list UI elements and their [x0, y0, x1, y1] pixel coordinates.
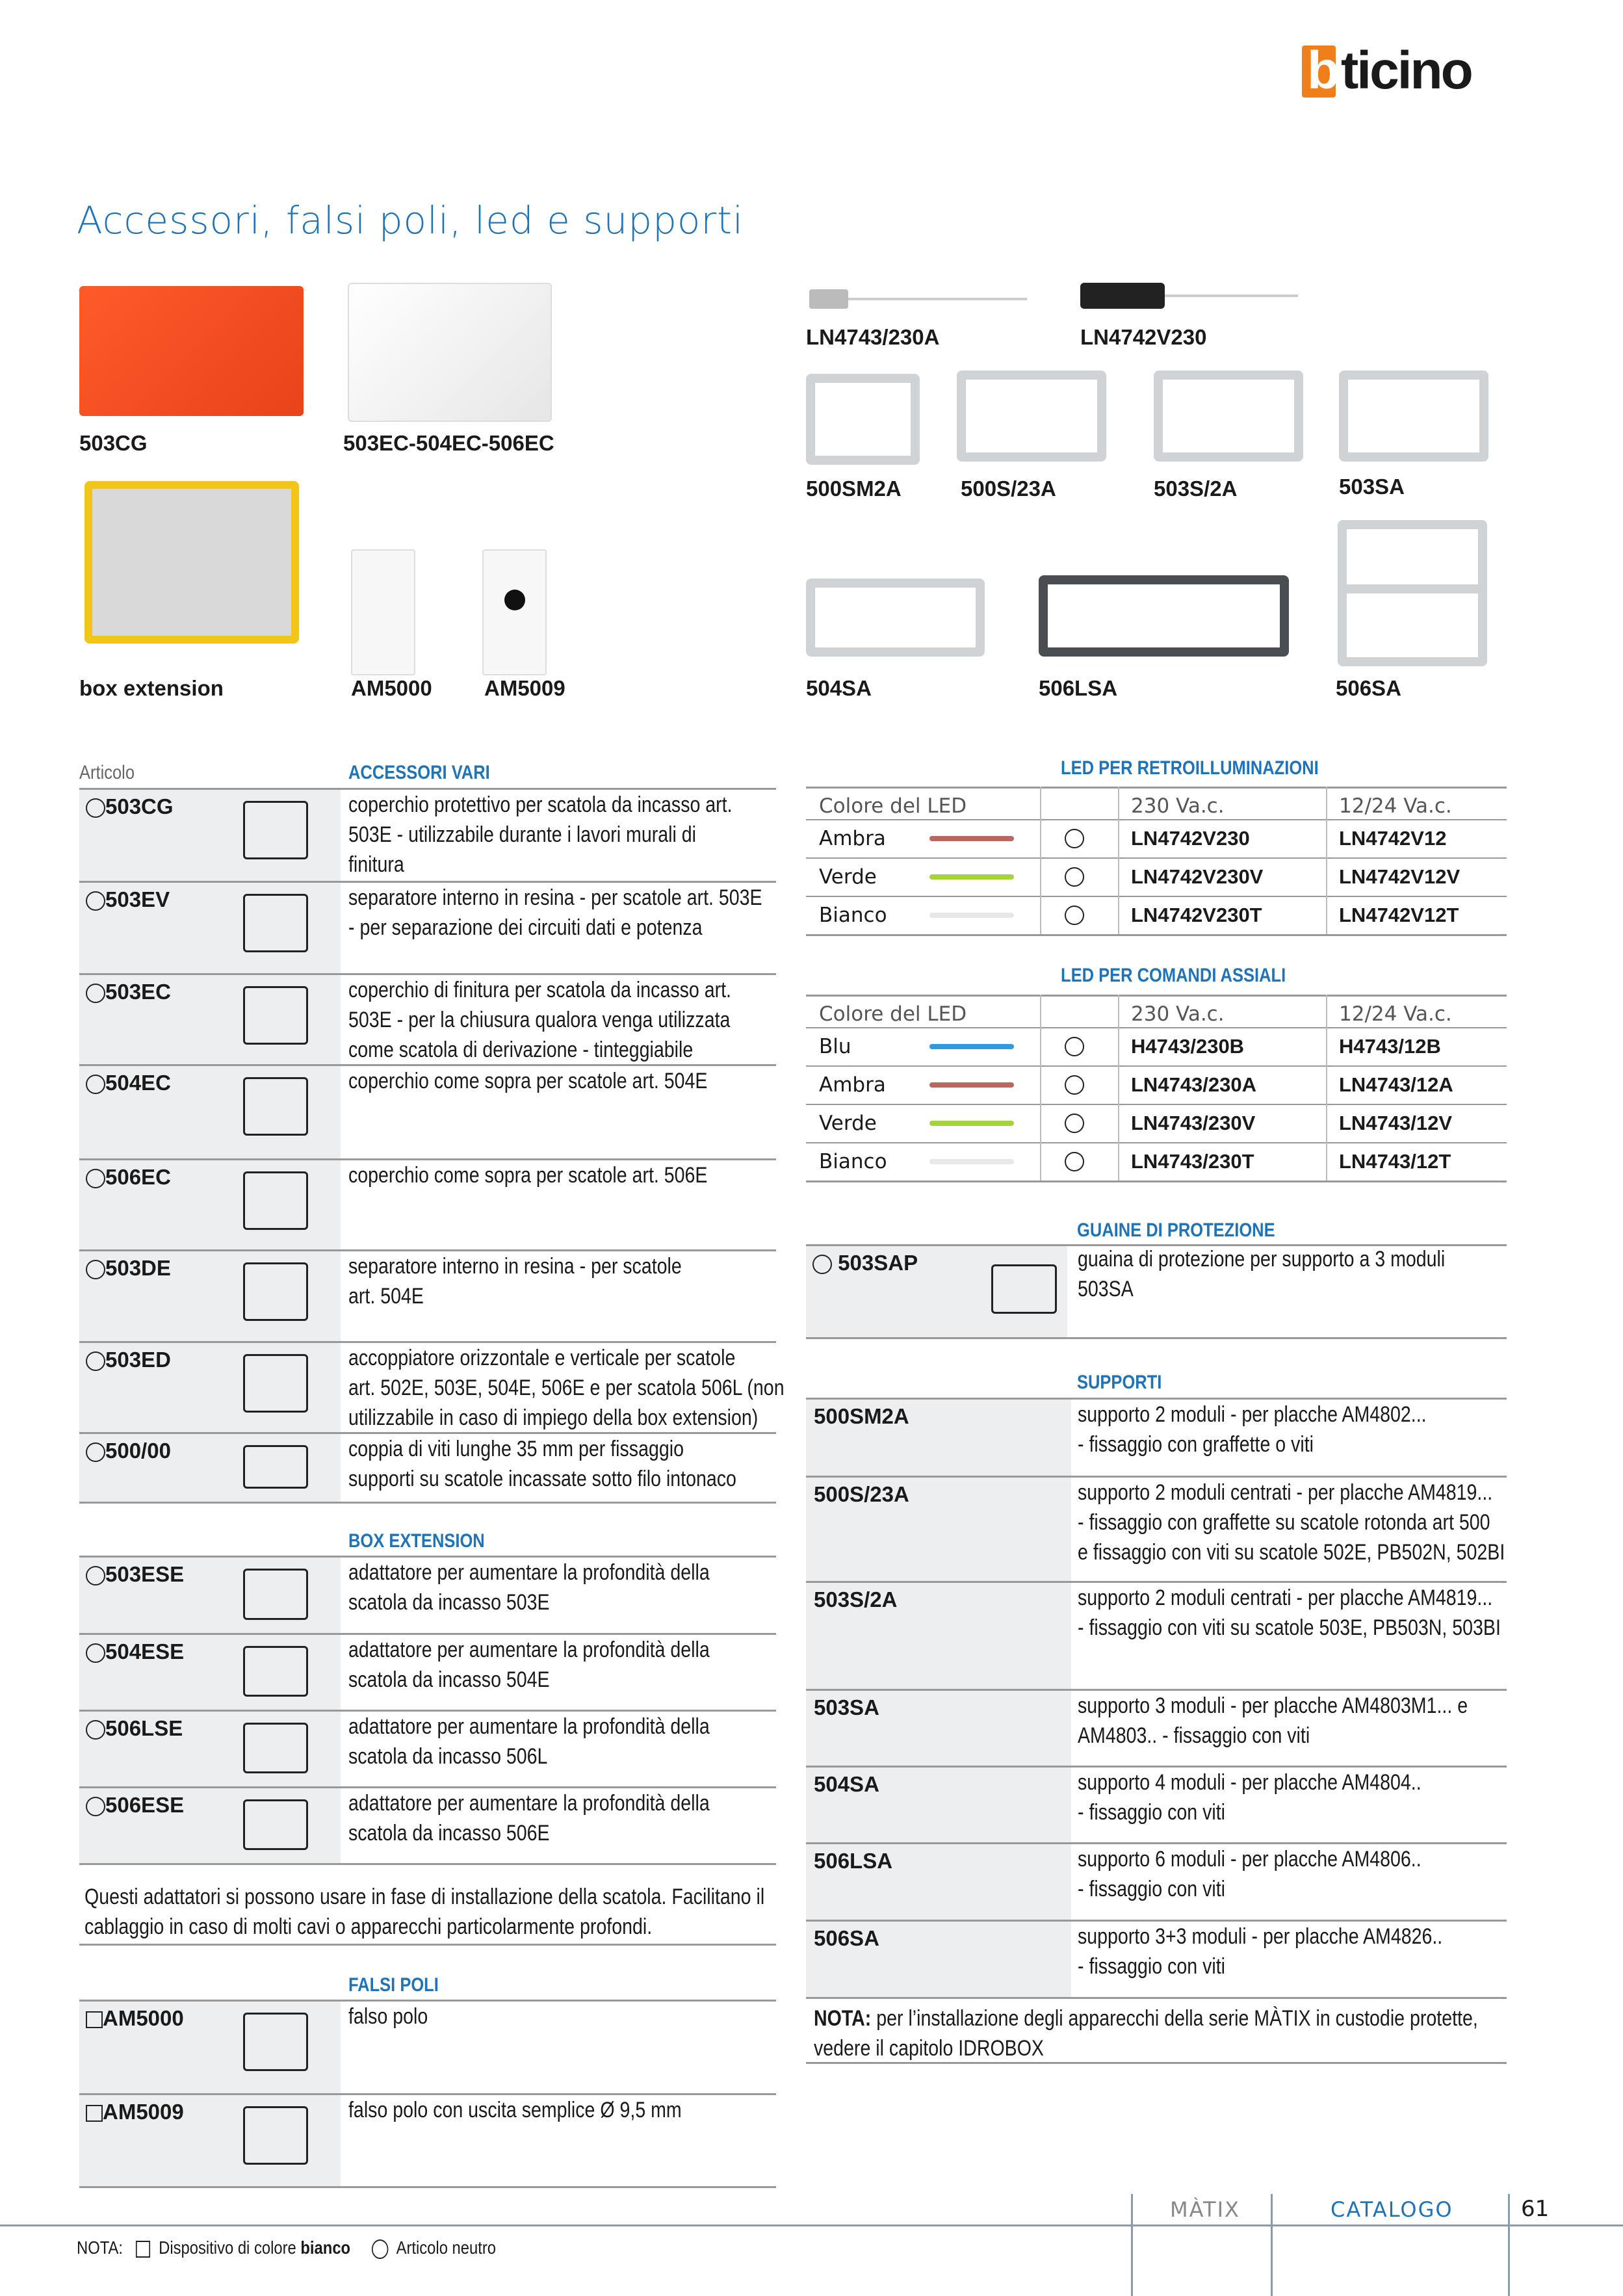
- neutral-symbol-icon: [86, 1643, 105, 1663]
- neutral-symbol-icon: [86, 1442, 105, 1462]
- caption-503sa: 503SA: [1339, 475, 1405, 499]
- product-image-box-extension: [84, 481, 299, 644]
- article-drawing: [243, 1799, 308, 1850]
- article-drawing: [243, 1569, 308, 1620]
- led-code-1224: LN4742V12V: [1339, 865, 1461, 888]
- article-code: 506ESE: [86, 1793, 184, 1818]
- article-drawing: [243, 1723, 308, 1773]
- neutral-symbol-icon: [86, 1351, 105, 1371]
- led-code-1224: LN4742V12T: [1339, 904, 1459, 926]
- guaine-drawing: [991, 1264, 1057, 1314]
- article-code: 503CG: [86, 794, 174, 819]
- article-description: adattatore per aumentare la profondità della scatola da incasso 506L: [348, 1714, 710, 1769]
- article-code: 503EV: [86, 887, 170, 912]
- article-description: separatore interno in resina - per scatole art. 504E: [348, 1254, 682, 1309]
- product-image-500s23a: [957, 371, 1106, 462]
- led-code-230: LN4743/230V: [1131, 1112, 1256, 1134]
- article-code: 500SM2A: [814, 1404, 909, 1428]
- caption-503s2a: 503S/2A: [1154, 476, 1238, 501]
- led-code-230: LN4743/230A: [1131, 1073, 1257, 1096]
- article-code: AM5009: [86, 2100, 184, 2124]
- article-drawing: [243, 1262, 308, 1321]
- caption-504sa: 504SA: [806, 676, 872, 700]
- led-header: 230 Va.c.: [1131, 794, 1225, 818]
- article-code: 504SA: [814, 1772, 879, 1796]
- led-code-230: LN4742V230V: [1131, 865, 1264, 888]
- article-code: 503S/2A: [814, 1587, 898, 1611]
- caption-500s23a: 500S/23A: [961, 476, 1056, 501]
- article-code: 500S/23A: [814, 1482, 909, 1506]
- page-number: 61: [1521, 2196, 1550, 2222]
- col-articolo: Articolo: [79, 762, 135, 783]
- led-code-1224: LN4743/12V: [1339, 1112, 1453, 1134]
- product-image-am5000: [351, 549, 415, 675]
- article-drawing: [243, 1445, 308, 1489]
- article-drawing: [243, 801, 308, 859]
- caption-ln4742: LN4742V230: [1080, 325, 1207, 349]
- article-drawing: [243, 986, 308, 1045]
- caption-ln4743: LN4743/230A: [806, 325, 940, 349]
- section-supporti: SUPPORTI: [1077, 1372, 1162, 1393]
- guaine-code: 503SAP: [812, 1251, 918, 1275]
- article-code: AM5000: [86, 2006, 184, 2031]
- led-color-swatch: [929, 836, 1014, 841]
- article-description: adattatore per aumentare la profondità della scatola da incasso 503E: [348, 1560, 710, 1615]
- neutral-symbol-icon: [1065, 1037, 1084, 1056]
- led-color-swatch: [929, 1044, 1014, 1049]
- article-description: coperchio come sopra per scatole art. 504E: [348, 1069, 708, 1093]
- section-accessori: ACCESSORI VARI: [348, 762, 490, 783]
- neutral-symbol-icon: [86, 798, 105, 818]
- neutral-symbol-icon: [86, 1566, 105, 1585]
- section-guaine: GUAINE DI PROTEZIONE: [1077, 1220, 1275, 1241]
- article-drawing: [243, 894, 308, 952]
- led-color-name: Verde: [819, 1112, 877, 1135]
- led-header: Colore del LED: [819, 1002, 967, 1026]
- nota-box: NOTA: per l’installazione degli apparecchi della serie MÀTIX in custodie protette, vedere il capitolo IDROBOX: [814, 2006, 1478, 2061]
- article-drawing: [243, 2106, 308, 2165]
- neutral-symbol-icon: [86, 1797, 105, 1816]
- article-description: supporto 3 moduli - per placche AM4803M1... e AM4803.. - fissaggio con viti: [1078, 1693, 1468, 1748]
- colored-symbol-icon: [86, 2011, 103, 2028]
- caption-500sm2a: 500SM2A: [806, 476, 902, 501]
- section-led-retro: LED PER RETROILLUMINAZIONI: [1061, 757, 1319, 779]
- caption-box-extension: box extension: [79, 676, 224, 700]
- caption-503cg: 503CG: [79, 431, 148, 455]
- article-drawing: [243, 2013, 308, 2071]
- article-description: falso polo con uscita semplice Ø 9,5 mm: [348, 2098, 682, 2122]
- led-code-230: LN4743/230T: [1131, 1150, 1254, 1173]
- product-image-503sa: [1339, 371, 1488, 462]
- neutral-symbol-icon: [1065, 829, 1084, 848]
- article-drawing: [243, 1646, 308, 1697]
- led-header: 12/24 Va.c.: [1339, 1002, 1452, 1026]
- article-code: 503ESE: [86, 1562, 184, 1587]
- article-description: accoppiatore orizzontale e verticale per scatole art. 502E, 503E, 504E, 506E e per scatola 506L (non utilizzabile in caso di impiego della box extension): [348, 1346, 785, 1430]
- neutral-symbol-icon: [1065, 1114, 1084, 1133]
- neutral-symbol-icon: [86, 984, 105, 1003]
- svg-text:b: b: [1307, 46, 1340, 98]
- product-image-ln4742: [1080, 280, 1301, 312]
- article-code: 504ESE: [86, 1639, 184, 1664]
- article-code: 506LSE: [86, 1716, 183, 1741]
- article-description: supporto 3+3 moduli - per placche AM4826.. - fissaggio con viti: [1078, 1924, 1443, 1979]
- neutral-symbol-icon: [86, 1720, 105, 1740]
- box-note: Questi adattatori si possono usare in fase di installazione della scatola. Facilitano il cablaggio in caso di molti cavi o apparecchi particolarmente profondi.: [84, 1885, 765, 1939]
- caption-506sa: 506SA: [1336, 676, 1401, 700]
- footer-legend: NOTA: Dispositivo di colore bianco Articolo neutro: [77, 2237, 497, 2258]
- article-code: 506EC: [86, 1165, 171, 1190]
- led-color-swatch: [929, 1121, 1014, 1126]
- led-code-1224: LN4743/12A: [1339, 1073, 1453, 1096]
- product-image-504sa: [806, 579, 985, 657]
- article-description: adattatore per aumentare la profondità della scatola da incasso 504E: [348, 1637, 710, 1692]
- led-code-1224: H4743/12B: [1339, 1035, 1441, 1058]
- article-description: coperchio come sopra per scatole art. 506E: [348, 1163, 708, 1188]
- section-led-assiali: LED PER COMANDI ASSIALI: [1061, 965, 1286, 986]
- product-image-503ec: [348, 283, 552, 422]
- led-color-name: Verde: [819, 865, 877, 889]
- neutral-symbol-icon: [1065, 1075, 1084, 1095]
- led-code-1224: LN4742V12: [1339, 827, 1447, 850]
- neutral-symbol-icon: [86, 1075, 105, 1094]
- svg-text:ticino: ticino: [1341, 46, 1472, 98]
- article-code: 503SA: [814, 1695, 879, 1719]
- article-description: supporto 2 moduli centrati - per placche AM4819... - fissaggio con graffette su scatole rotonda art 500 e fissaggio con viti su scatole 502E, PB502N, 502BI: [1078, 1480, 1505, 1565]
- article-drawing: [243, 1171, 308, 1230]
- led-color-name: Bianco: [819, 1150, 887, 1173]
- led-code-230: LN4742V230T: [1131, 904, 1262, 926]
- article-drawing: [243, 1077, 308, 1136]
- led-code-1224: LN4743/12T: [1339, 1150, 1451, 1173]
- neutral-symbol-icon: [86, 1169, 105, 1188]
- neutral-symbol-icon: [812, 1255, 832, 1274]
- led-code-230: LN4742V230: [1131, 827, 1250, 850]
- product-image-500sm2a: [806, 374, 920, 465]
- caption-503ec: 503EC-504EC-506EC: [343, 431, 554, 455]
- led-color-swatch: [929, 874, 1014, 880]
- bticino-logo: [1302, 46, 1510, 98]
- article-code: 504EC: [86, 1071, 171, 1095]
- article-description: coperchio protettivo per scatola da incasso art. 503E - utilizzabile durante i lavori murali di finitura: [348, 792, 733, 877]
- caption-am5009: AM5009: [484, 676, 565, 700]
- article-description: coppia di viti lunghe 35 mm per fissaggio supporti su scatole incassate sotto filo intonaco: [348, 1437, 736, 1491]
- colored-symbol-icon: [136, 2241, 150, 2258]
- article-description: separatore interno in resina - per scatole art. 503E - per separazione dei circuiti dati e potenza: [348, 885, 762, 940]
- led-color-name: Ambra: [819, 827, 886, 850]
- neutral-symbol-icon: [86, 1260, 105, 1279]
- article-code: 503EC: [86, 980, 171, 1004]
- article-description: supporto 2 moduli - per placche AM4802... - fissaggio con graffette o viti: [1078, 1402, 1427, 1457]
- article-code: 500/00: [86, 1439, 171, 1463]
- guaine-desc: guaina di protezione per supporto a 3 moduli 503SA: [1078, 1247, 1446, 1301]
- product-image-506sa: [1338, 520, 1487, 666]
- led-color-name: Bianco: [819, 904, 887, 927]
- article-description: coperchio di finitura per scatola da incasso art. 503E - per la chiusura qualora venga utilizzata come scatola di derivazione - tinteggiabile: [348, 978, 731, 1062]
- article-code: 503ED: [86, 1348, 171, 1372]
- neutral-symbol-icon: [372, 2239, 389, 2259]
- product-image-am5009: [482, 549, 547, 675]
- led-color-swatch: [929, 1082, 1014, 1088]
- article-description: supporto 4 moduli - per placche AM4804.. - fissaggio con viti: [1078, 1770, 1422, 1825]
- neutral-symbol-icon: [1065, 1152, 1084, 1171]
- neutral-symbol-icon: [86, 891, 105, 911]
- led-code-230: H4743/230B: [1131, 1035, 1245, 1058]
- led-color-name: Blu: [819, 1035, 851, 1058]
- section-falsi-poli: FALSI POLI: [348, 1974, 439, 1996]
- led-color-name: Ambra: [819, 1073, 886, 1097]
- section-box-extension: BOX EXTENSION: [348, 1530, 485, 1552]
- article-code: 506SA: [814, 1926, 879, 1950]
- led-color-swatch: [929, 1159, 1014, 1164]
- product-image-503cg: [79, 286, 304, 416]
- footer-series: MÀTIX: [1170, 2197, 1240, 2222]
- article-description: supporto 2 moduli centrati - per placche AM4819... - fissaggio con viti su scatole 503E, PB503N, 503BI: [1078, 1585, 1501, 1640]
- led-header: 12/24 Va.c.: [1339, 794, 1452, 818]
- product-image-506lsa: [1039, 575, 1289, 657]
- article-description: falso polo: [348, 2004, 428, 2029]
- article-description: adattatore per aumentare la profondità della scatola da incasso 506E: [348, 1791, 710, 1846]
- led-header: 230 Va.c.: [1131, 1002, 1225, 1026]
- colored-symbol-icon: [86, 2105, 103, 2122]
- page-title: Accessori, falsi poli, led e supporti: [77, 198, 744, 242]
- led-header: Colore del LED: [819, 794, 967, 818]
- neutral-symbol-icon: [1065, 906, 1084, 925]
- footer-catalog: CATALOGO: [1331, 2197, 1453, 2222]
- caption-am5000: AM5000: [351, 676, 432, 700]
- neutral-symbol-icon: [1065, 867, 1084, 887]
- article-code: 503DE: [86, 1256, 171, 1281]
- caption-506lsa: 506LSA: [1039, 676, 1118, 700]
- led-color-swatch: [929, 913, 1014, 918]
- article-description: supporto 6 moduli - per placche AM4806.. - fissaggio con viti: [1078, 1847, 1422, 1901]
- product-image-ln4743: [809, 289, 1030, 309]
- article-drawing: [243, 1354, 308, 1413]
- product-image-503s2a: [1154, 371, 1303, 462]
- article-code: 506LSA: [814, 1849, 893, 1873]
